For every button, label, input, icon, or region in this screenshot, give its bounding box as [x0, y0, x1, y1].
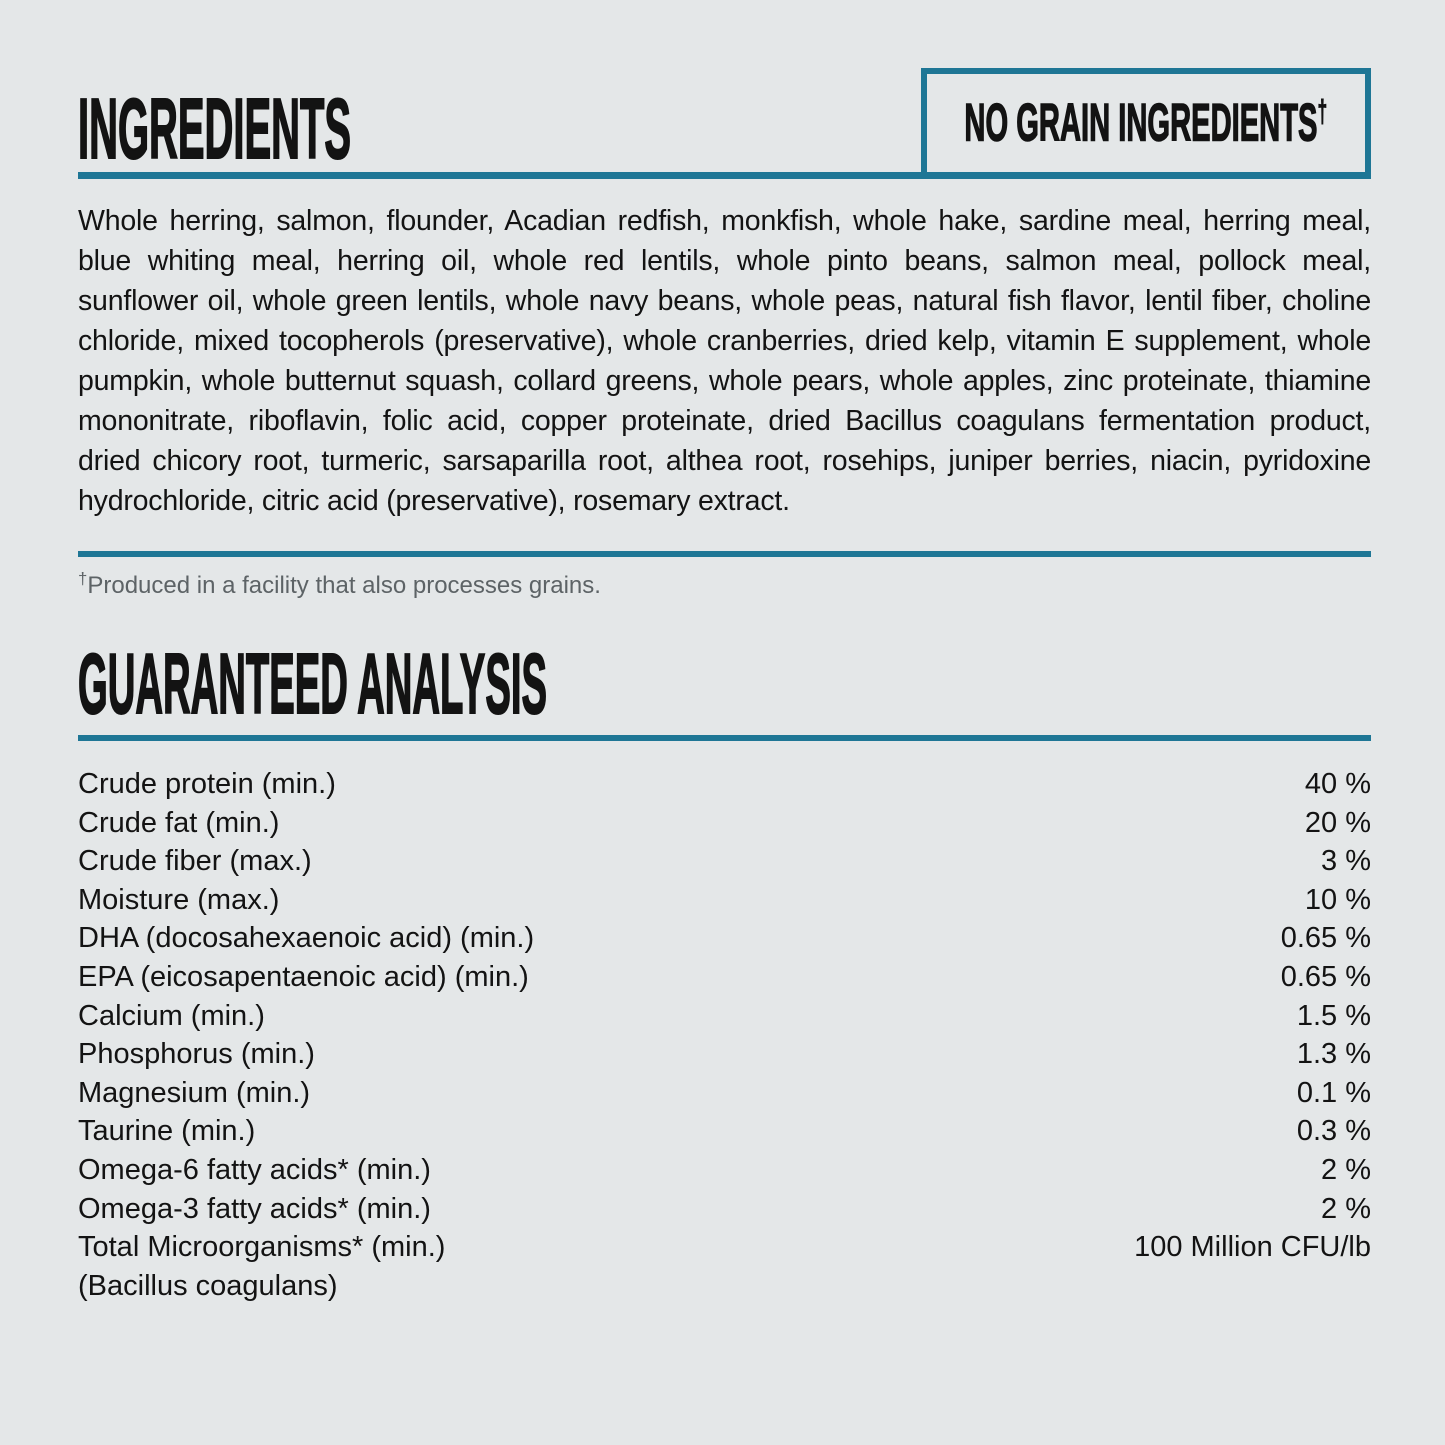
analysis-label: EPA (eicosapentaenoic acid) (min.) [78, 960, 529, 993]
analysis-label: Omega-3 fatty acids* (min.) [78, 1192, 431, 1225]
analysis-value: 0.65 % [1280, 922, 1371, 955]
analysis-row-moisture [78, 881, 1371, 920]
analysis-row-omega3 [78, 1190, 1371, 1229]
no-grain-badge-label [964, 93, 1328, 153]
analysis-label: Omega-6 fatty acids* (min.) [78, 1153, 431, 1186]
ingredients-header [78, 68, 1371, 179]
analysis-label: Phosphorus (min.) [78, 1038, 315, 1071]
analysis-value: 1.5 % [1296, 999, 1371, 1032]
guaranteed-analysis-table [78, 765, 1371, 1305]
analysis-label: Total Microorganisms* (min.) [78, 1231, 446, 1264]
analysis-label: (Bacillus coagulans) [78, 1269, 338, 1302]
analysis-row-total-microorganisms [78, 1228, 1371, 1267]
analysis-row-crude-fiber [78, 842, 1371, 881]
analysis-label: Crude fiber (max.) [78, 845, 312, 878]
analysis-row-magnesium [78, 1074, 1371, 1113]
footnote-text: Produced in a facility that also processes grains. [87, 572, 601, 599]
analysis-value: 0.65 % [1280, 960, 1371, 993]
analysis-label: Calcium (min.) [78, 999, 265, 1032]
analysis-label: Taurine (min.) [78, 1115, 256, 1148]
guaranteed-analysis-title-text: GUARANTEED ANALYSIS [78, 637, 547, 732]
no-grain-badge-text: NO GRAIN INGREDIENTS [964, 93, 1318, 153]
analysis-row-calcium [78, 997, 1371, 1036]
analysis-value: 40 % [1304, 768, 1371, 800]
analysis-row-taurine [78, 1112, 1371, 1151]
analysis-label: Crude fat (min.) [78, 806, 280, 839]
ingredients-title-text: INGREDIENTS [78, 82, 352, 177]
grain-facility-footnote [78, 569, 1371, 600]
analysis-label: Crude protein (min.) [78, 768, 336, 800]
analysis-value: 20 % [1304, 806, 1371, 839]
analysis-value: 0.3 % [1296, 1115, 1371, 1148]
analysis-row-bacillus-coagulans [78, 1267, 1371, 1306]
analysis-value: 2 % [1321, 1153, 1371, 1186]
analysis-value: 100 Million CFU/lb [1134, 1231, 1371, 1264]
analysis-label: DHA (docosahexaenoic acid) (min.) [78, 922, 535, 955]
analysis-row-epa [78, 958, 1371, 997]
dagger-icon: † [78, 569, 88, 588]
guaranteed-analysis-section-title [78, 637, 1371, 732]
divider-rule [78, 551, 1371, 557]
ingredients-list-paragraph: Whole herring, salmon, flounder, Acadian redfish, monkfish, whole hake, sardine meal, herring meal, blue whiting meal, herring oil, whole red lentils, whole pinto beans, salmon meal, pollock meal, sunflower oil, whole green lentils, whole navy beans, whole peas, natural fish flavor, lentil fiber, choline chloride, mixed tocopherols (preservative), whole cranberries, dried kelp, vitamin E supplement, whole pumpkin, whole butternut squash, collard greens, whole pears, whole apples, zinc proteinate, thiamine mononitrate, riboflavin, folic acid, copper proteinate, dried Bacillus coagulans fermentation product, dried chicory root, turmeric, sarsaparilla root, althea root, rosehips, juniper berries, niacin, pyridoxine hydrochloride, citric acid (preservative), rosemary extract. [78, 205, 1371, 517]
analysis-value: 10 % [1304, 883, 1371, 916]
analysis-row-phosphorus [78, 1035, 1371, 1074]
no-grain-badge [921, 68, 1371, 172]
analysis-value: 1.3 % [1296, 1038, 1371, 1071]
guaranteed-analysis-header [78, 637, 1371, 741]
dagger-icon: † [1317, 93, 1328, 130]
analysis-row-crude-fat [78, 804, 1371, 843]
ingredients-section-title [78, 82, 659, 177]
analysis-value: 3 % [1321, 845, 1371, 878]
analysis-row-dha [78, 919, 1371, 958]
analysis-label: Magnesium (min.) [78, 1076, 311, 1109]
analysis-row-crude-protein [78, 765, 1371, 804]
analysis-value: 0.1 % [1296, 1076, 1371, 1109]
analysis-row-omega6 [78, 1151, 1371, 1190]
analysis-value: 2 % [1321, 1192, 1371, 1225]
analysis-label: Moisture (max.) [78, 883, 280, 916]
